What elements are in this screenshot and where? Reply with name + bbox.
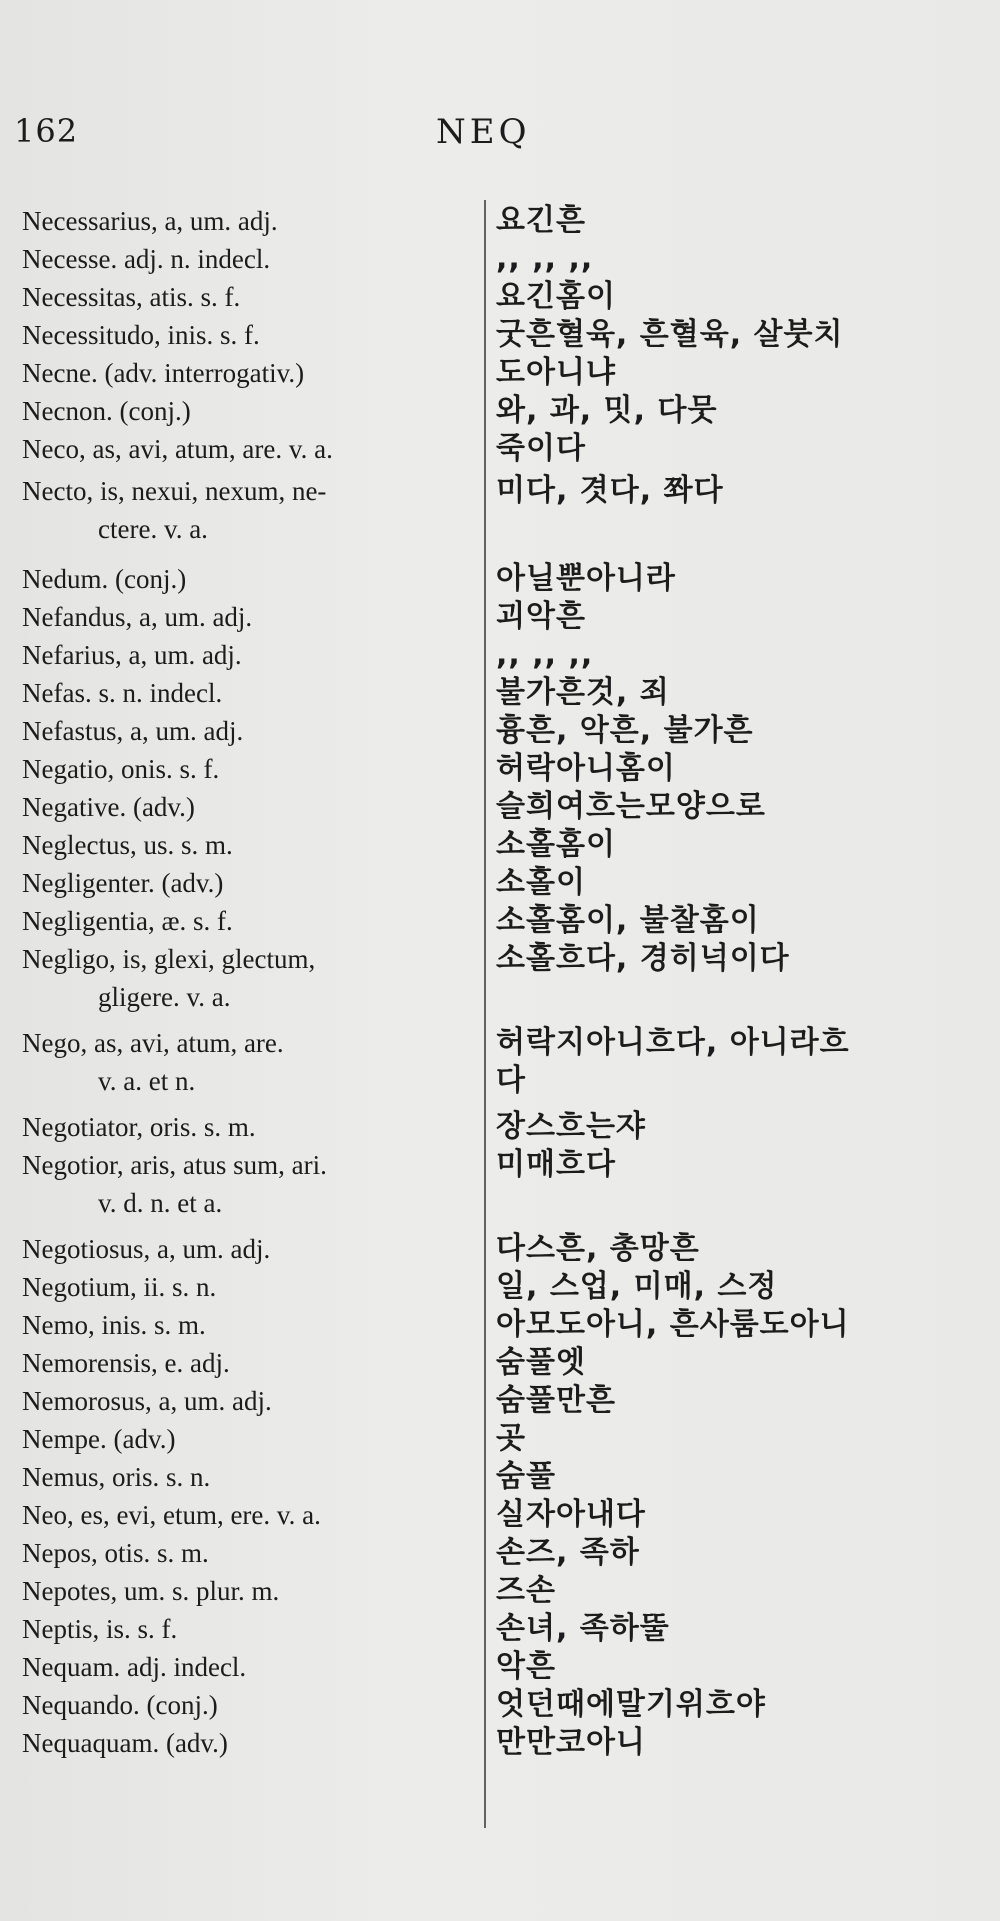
latin-headword xyxy=(22,864,480,902)
latin-headword xyxy=(22,1230,480,1268)
latin-headword xyxy=(22,316,480,354)
korean-translation: 미다, 겻다, 쫘다 xyxy=(496,473,724,508)
latin-headword xyxy=(22,1610,480,1648)
latin-headword xyxy=(22,1024,480,1100)
latin-line: Nefas. s. n. indecl. xyxy=(22,678,223,708)
latin-line: Necessitudo, inis. s. f. xyxy=(22,320,260,350)
latin-line: Nemo, inis. s. m. xyxy=(22,1310,206,1340)
latin-line: Necessarius, a, um. adj. xyxy=(22,206,278,236)
latin-headword xyxy=(22,1648,480,1686)
korean-translation: 곳 xyxy=(496,1421,526,1456)
latin-headword xyxy=(22,1146,480,1222)
latin-headword xyxy=(22,354,480,392)
latin-headword xyxy=(22,750,480,788)
latin-line: Nepotes, um. s. plur. m. xyxy=(22,1576,280,1606)
korean-translation: 장스흐는쟈 xyxy=(496,1109,646,1144)
korean-translation: 손즈, 족하 xyxy=(496,1535,640,1570)
latin-headword xyxy=(22,430,480,468)
latin-line: Neco, as, avi, atum, are. v. a. xyxy=(22,434,333,464)
korean-translation: 숨풀만흔 xyxy=(496,1383,616,1418)
latin-line: Nemorosus, a, um. adj. xyxy=(22,1386,272,1416)
korean-translation: 도아니냐 xyxy=(496,355,616,390)
latin-headword xyxy=(22,1420,480,1458)
korean-translation: 소홀홈이, 불찰홈이 xyxy=(496,903,760,938)
latin-headword xyxy=(22,902,480,940)
latin-headword xyxy=(22,1534,480,1572)
latin-line: Nepos, otis. s. m. xyxy=(22,1538,209,1568)
page-title: NEQ xyxy=(436,112,531,152)
korean-translation: 손녀, 족하뚤 xyxy=(496,1611,670,1646)
latin-line: Negligo, is, glexi, glectum, xyxy=(22,944,316,974)
korean-translation: 일, 스업, 미매, 스정 xyxy=(496,1269,778,1304)
korean-translation: 미매흐다 xyxy=(496,1147,616,1182)
korean-translation: 숨풀엣 xyxy=(496,1345,586,1380)
latin-line: Negotiator, oris. s. m. xyxy=(22,1112,256,1142)
latin-headword xyxy=(22,1108,480,1146)
korean-translation: 와, 과, 밋, 다뭇 xyxy=(496,393,718,428)
korean-line-continued: 다 xyxy=(496,1063,526,1098)
latin-headword xyxy=(22,1306,480,1344)
latin-headword xyxy=(22,1268,480,1306)
latin-line: Negligenter. (adv.) xyxy=(22,868,224,898)
latin-headword xyxy=(22,472,480,548)
latin-line: Necesse. adj. n. indecl. xyxy=(22,244,271,274)
latin-line: Nedum. (conj.) xyxy=(22,564,187,594)
latin-line: Nefandus, a, um. adj. xyxy=(22,602,253,632)
latin-line: Negligentia, æ. s. f. xyxy=(22,906,233,936)
korean-translation: 악흔 xyxy=(496,1649,556,1684)
latin-headword xyxy=(22,1458,480,1496)
latin-line: Negotium, ii. s. n. xyxy=(22,1272,217,1302)
korean-translation: 엇던때에말기위흐야 xyxy=(496,1687,766,1722)
latin-line: Neglectus, us. s. m. xyxy=(22,830,233,860)
korean-translation: 아모도아니, 흔사룸도아니 xyxy=(496,1307,850,1342)
korean-translation: 소홀홈이 xyxy=(496,827,616,862)
korean-translation: 실자아내다 xyxy=(496,1497,646,1532)
latin-headword xyxy=(22,1572,480,1610)
latin-line: Nego, as, avi, atum, are. xyxy=(22,1028,284,1058)
korean-translation: 흉흔, 악흔, 불가흔 xyxy=(496,713,754,748)
latin-line: Negotior, aris, atus sum, ari. xyxy=(22,1150,327,1180)
latin-headword xyxy=(22,560,480,598)
korean-translation: ,, ,, ,, xyxy=(496,637,594,672)
latin-headword xyxy=(22,1344,480,1382)
korean-translation: ,, ,, ,, xyxy=(496,241,594,276)
latin-line: Nempe. (adv.) xyxy=(22,1424,176,1454)
latin-headword xyxy=(22,278,480,316)
latin-line: Negotiosus, a, um. adj. xyxy=(22,1234,271,1264)
korean-translation: 만만코아니 xyxy=(496,1725,646,1760)
latin-line: Nefastus, a, um. adj. xyxy=(22,716,244,746)
korean-translation: 굿흔혈육, 흔혈육, 살붓치 xyxy=(496,317,844,352)
latin-headword xyxy=(22,788,480,826)
page-number: 162 xyxy=(14,112,79,150)
latin-headword xyxy=(22,1496,480,1534)
korean-translation: 다스흔, 총망흔 xyxy=(496,1231,700,1266)
korean-translation: 요긴흔 xyxy=(496,203,586,238)
korean-translation: 죽이다 xyxy=(496,431,586,466)
korean-translation: 소홀이 xyxy=(496,865,586,900)
latin-line: Nemus, oris. s. n. xyxy=(22,1462,211,1492)
latin-headword xyxy=(22,674,480,712)
column-divider xyxy=(484,200,486,1828)
latin-line-continued: v. a. et n. xyxy=(98,1066,196,1096)
latin-line: Nequam. adj. indecl. xyxy=(22,1652,247,1682)
korean-translation: 허락지아니흐다, 아니라흐 다 xyxy=(496,1024,976,1100)
korean-translation: 허락아니홈이 xyxy=(496,751,676,786)
latin-line: Necne. (adv. interrogativ.) xyxy=(22,358,305,388)
page-header xyxy=(0,112,1000,152)
latin-headword xyxy=(22,1382,480,1420)
latin-headword xyxy=(22,392,480,430)
latin-headword xyxy=(22,1724,480,1762)
latin-line: Neo, es, evi, etum, ere. v. a. xyxy=(22,1500,321,1530)
latin-line-continued: gligere. v. a. xyxy=(98,982,231,1012)
korean-translation: 괴악흔 xyxy=(496,599,586,634)
latin-headword xyxy=(22,598,480,636)
latin-line: Necessitas, atis. s. f. xyxy=(22,282,241,312)
latin-headword xyxy=(22,636,480,674)
latin-line: Neptis, is. s. f. xyxy=(22,1614,178,1644)
latin-line-continued: ctere. v. a. xyxy=(98,514,208,544)
latin-line: Nefarius, a, um. adj. xyxy=(22,640,242,670)
korean-translation: 불가흔것, 죄 xyxy=(496,675,670,710)
latin-line: Necto, is, nexui, nexum, ne- xyxy=(22,476,327,506)
latin-headword xyxy=(22,940,480,1016)
latin-line: Negatio, onis. s. f. xyxy=(22,754,220,784)
korean-translation: 슬희여흐는모양으로 xyxy=(496,789,766,824)
latin-line-continued: v. d. n. et a. xyxy=(98,1188,223,1218)
latin-headword xyxy=(22,712,480,750)
latin-line: Nequando. (conj.) xyxy=(22,1690,218,1720)
latin-line: Nemorensis, e. adj. xyxy=(22,1348,230,1378)
latin-line: Negative. (adv.) xyxy=(22,792,195,822)
latin-line: Nequaquam. (adv.) xyxy=(22,1728,228,1758)
latin-line: Necnon. (conj.) xyxy=(22,396,191,426)
korean-translation: 소홀흐다, 경히넉이다 xyxy=(496,941,790,976)
latin-headword xyxy=(22,826,480,864)
korean-translation: 아닐뿐아니라 xyxy=(496,561,676,596)
latin-headword xyxy=(22,202,480,240)
korean-translation: 요긴홈이 xyxy=(496,279,616,314)
korean-translation: 숨풀 xyxy=(496,1459,556,1494)
latin-headword xyxy=(22,240,480,278)
latin-headword xyxy=(22,1686,480,1724)
korean-translation: 즈손 xyxy=(496,1573,556,1608)
